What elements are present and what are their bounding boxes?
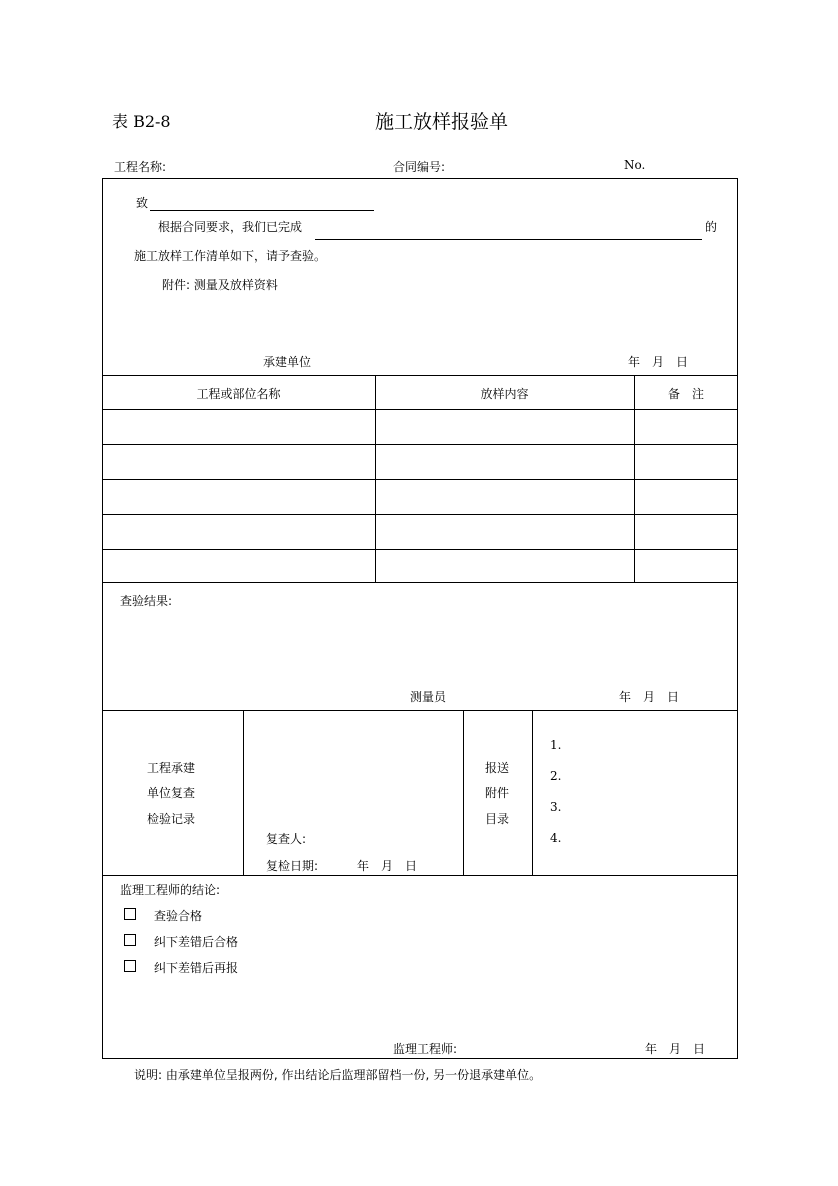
table-cell[interactable]	[104, 481, 373, 513]
attach-label-line: 目录	[485, 812, 510, 826]
attach-label-line: 报送	[485, 761, 510, 775]
table-cell[interactable]	[377, 446, 632, 478]
review-col-divider	[243, 710, 244, 875]
request-line1-suffix: 的	[705, 220, 718, 234]
engineer-label: 监理工程师:	[393, 1042, 458, 1056]
table-cell[interactable]	[104, 411, 373, 443]
attach-label-line: 附件	[485, 786, 510, 800]
reviewer-label: 复查人:	[266, 832, 307, 846]
table-cell[interactable]	[104, 516, 373, 548]
option-corrected-pass-checkbox[interactable]	[124, 934, 136, 946]
table-cell[interactable]	[377, 516, 632, 548]
review-date-value: 年 月 日	[357, 859, 418, 873]
serial-no-label: No.	[624, 158, 646, 172]
option-passed-checkbox[interactable]	[124, 908, 136, 920]
review-label-line: 工程承建	[147, 761, 196, 775]
review-date-label: 复检日期:	[266, 859, 319, 873]
review-top-border	[102, 710, 738, 711]
to-label: 致	[136, 196, 149, 210]
table-bottom-border	[102, 582, 738, 583]
request-line1: 根据合同要求，我们已完成	[158, 220, 303, 234]
attach-item[interactable]: 3.	[550, 800, 562, 814]
table-cell[interactable]	[104, 446, 373, 478]
review-col-divider	[532, 710, 533, 875]
footer-note: 说明: 由承建单位呈报两份, 作出结论后监理部留档一份, 另一份退承建单位。	[134, 1068, 542, 1082]
conclusion-date: 年 月 日	[645, 1042, 706, 1056]
recipient-underline[interactable]	[150, 210, 374, 211]
option-resubmit-label: 纠下差错后再报	[154, 961, 239, 975]
review-bottom-border	[102, 875, 738, 876]
form-code: 表 B2-8	[112, 112, 171, 131]
project-name-label: 工程名称:	[114, 160, 167, 174]
inspection-result-label: 查验结果:	[120, 594, 173, 608]
form-frame	[102, 178, 738, 1059]
table-header-border	[102, 409, 738, 410]
col-header-remarks: 备 注	[667, 387, 704, 401]
attach-item[interactable]: 4.	[550, 831, 562, 845]
surveyor-label: 测量员	[410, 690, 447, 704]
inspection-date: 年 月 日	[619, 690, 680, 704]
table-row-border	[102, 514, 738, 515]
attach-item[interactable]: 1.	[550, 738, 562, 752]
contract-no-label: 合同编号:	[393, 160, 446, 174]
table-cell[interactable]	[636, 481, 736, 513]
review-col-divider	[463, 710, 464, 875]
table-row-border	[102, 479, 738, 480]
table-top-border	[102, 375, 738, 376]
table-cell[interactable]	[636, 411, 736, 443]
table-row-border	[102, 549, 738, 550]
col-header-project: 工程或部位名称	[196, 387, 281, 401]
table-cell[interactable]	[377, 481, 632, 513]
table-cell[interactable]	[377, 411, 632, 443]
table-col-divider	[375, 375, 376, 582]
option-passed-label: 查验合格	[154, 909, 203, 923]
table-col-divider	[634, 375, 635, 582]
table-cell[interactable]	[104, 551, 373, 581]
review-label-line: 单位复查	[147, 786, 196, 800]
request-line2: 施工放样工作清单如下，请予查验。	[134, 249, 327, 263]
table-cell[interactable]	[377, 551, 632, 581]
table-cell[interactable]	[636, 516, 736, 548]
table-cell[interactable]	[636, 446, 736, 478]
form-title: 施工放样报验单	[375, 111, 509, 133]
table-cell[interactable]	[636, 551, 736, 581]
option-corrected-pass-label: 纠下差错后合格	[154, 935, 239, 949]
attachment-note: 附件: 测量及放样资料	[162, 278, 278, 292]
contractor-label: 承建单位	[263, 355, 312, 369]
col-header-content: 放样内容	[480, 387, 529, 401]
work-item-underline[interactable]	[315, 239, 702, 240]
option-resubmit-checkbox[interactable]	[124, 960, 136, 972]
table-row-border	[102, 444, 738, 445]
review-label-line: 检验记录	[147, 812, 196, 826]
request-date: 年 月 日	[628, 355, 689, 369]
conclusion-label: 监理工程师的结论:	[120, 883, 221, 897]
attach-item[interactable]: 2.	[550, 769, 562, 783]
